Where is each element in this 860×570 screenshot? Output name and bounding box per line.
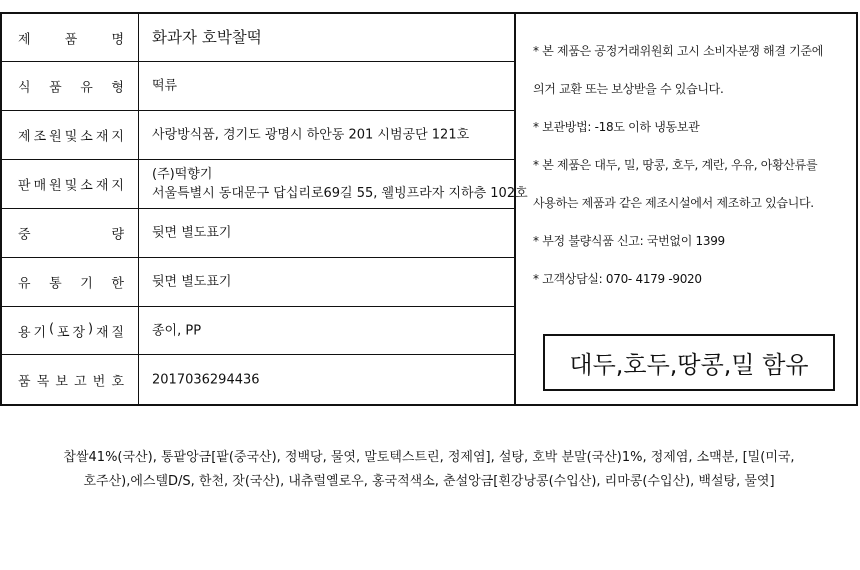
table-row: [2, 160, 528, 209]
row-label: [2, 258, 139, 306]
note-line: 사용하는 제품과 같은 제조시설에서 제조하고 있습니다.: [533, 196, 814, 210]
row-label-char: 량: [111, 227, 124, 243]
table-row: [2, 355, 514, 404]
row-label-char: ): [87, 321, 94, 336]
row-label-char: 호: [111, 374, 124, 389]
row-label-char: 품: [18, 374, 31, 389]
note-line: * 고객상담실: 070- 4179 -9020: [533, 272, 702, 286]
row-label-char: 지: [111, 178, 124, 194]
row-label: [2, 14, 139, 61]
row-label-char: 형: [111, 80, 124, 96]
row-label-char: 조: [33, 129, 47, 145]
table-row: [2, 209, 514, 258]
row-label-char: 재: [95, 178, 109, 194]
table-row: [2, 62, 514, 111]
row-label-char: 제: [18, 32, 31, 47]
packaging-value: 종이, PP: [152, 323, 202, 338]
row-label-char: 용: [18, 325, 31, 340]
row-label-char: 판: [18, 178, 31, 194]
product-name-value: 화과자 호박찰떡: [152, 28, 262, 46]
row-label: [2, 307, 139, 354]
row-label-char: 소: [80, 178, 93, 194]
row-label-char: 제: [18, 129, 31, 145]
row-label-char: 기: [80, 276, 93, 292]
note-line: * 보관방법: -18도 이하 냉동보관: [533, 120, 700, 134]
product-info-table: [2, 14, 528, 404]
row-label-char: 및: [64, 178, 78, 194]
row-label-char: 통: [49, 276, 62, 292]
row-label-char: 원: [49, 178, 62, 194]
product-info-label: [0, 12, 858, 406]
table-row: [2, 111, 514, 160]
row-label: [2, 160, 139, 208]
row-label-char: 및: [64, 129, 78, 145]
row-label-char: 유: [18, 276, 31, 292]
allergy-box: 대두,호두,땅콩,밀 함유: [543, 334, 835, 391]
row-label-char: 원: [49, 129, 62, 145]
row-label-char: 목: [36, 374, 50, 389]
note-line: * 본 제품은 대두, 밀, 땅콩, 호두, 계란, 우유, 아황산류를: [533, 158, 818, 172]
note-line: * 본 제품은 공정거래위원회 고시 소비자분쟁 해결 기준에: [533, 44, 824, 58]
row-label-char: 식: [18, 80, 31, 96]
row-label-char: 포: [56, 325, 70, 340]
row-label-char: 지: [111, 129, 124, 145]
row-label-char: 질: [111, 325, 124, 340]
row-label: [2, 62, 139, 110]
row-label-char: 유: [80, 80, 93, 96]
note-line: 의거 교환 또는 보상받을 수 있습니다.: [533, 82, 724, 96]
row-label-char: 품: [64, 32, 78, 47]
notes-panel: [516, 14, 858, 404]
row-label-char: 고: [74, 374, 87, 389]
row-label-char: 재: [95, 129, 109, 145]
seller-address: 서울특별시 동대문구 답십리로69길 55, 웰빙프라자 지하층 102호: [152, 186, 528, 201]
seller-name: (주)떡향기: [152, 167, 213, 182]
expiry-value: 뒷면 별도표기: [152, 274, 232, 290]
table-row: [2, 14, 514, 62]
row-label-char: 보: [55, 374, 68, 389]
row-label-char: 기: [33, 325, 47, 340]
ingredients-line: 호주산),에스텔D/S, 한천, 잣(국산), 내츄럴옐로우, 홍국적색소, 춘설앙금[흰강낭콩(수입산), 리마콩(수입산), 백설탕, 물엿]: [83, 474, 775, 489]
row-label: [2, 111, 139, 159]
row-label-char: 명: [111, 32, 124, 47]
row-label-char: 재: [95, 325, 109, 340]
table-row: [2, 258, 514, 307]
note-line: * 부정 불량식품 신고: 국번없이 1399: [533, 234, 725, 248]
seller-value: [152, 165, 528, 203]
row-label-char: 중: [18, 227, 31, 243]
row-label-char: 번: [92, 374, 106, 389]
manufacturer-value: 사랑방식품, 경기도 광명시 하안동 201 시범공단 121호: [152, 127, 470, 143]
row-label-char: 한: [111, 276, 124, 292]
row-label: [2, 209, 139, 257]
food-type-value: 떡류: [152, 78, 178, 94]
row-label-char: 품: [49, 80, 62, 96]
row-label-char: (: [48, 321, 55, 336]
row-label-char: 소: [80, 129, 93, 145]
table-row: [2, 307, 514, 355]
row-label: [2, 355, 139, 404]
report-number-value: 2017036294436: [152, 372, 260, 387]
ingredients-line: 찹쌀41%(국산), 통팥앙금[팥(중국산), 정백당, 물엿, 말토텍스트린, 정제염], 설탕, 호박 분말(국산)1%, 정제염, 소맥분, [밀(미국,: [63, 450, 795, 465]
row-label-char: 장: [72, 325, 86, 340]
row-label-char: 매: [33, 178, 47, 194]
weight-value: 뒷면 별도표기: [152, 225, 232, 241]
ingredients-text: [20, 446, 838, 494]
